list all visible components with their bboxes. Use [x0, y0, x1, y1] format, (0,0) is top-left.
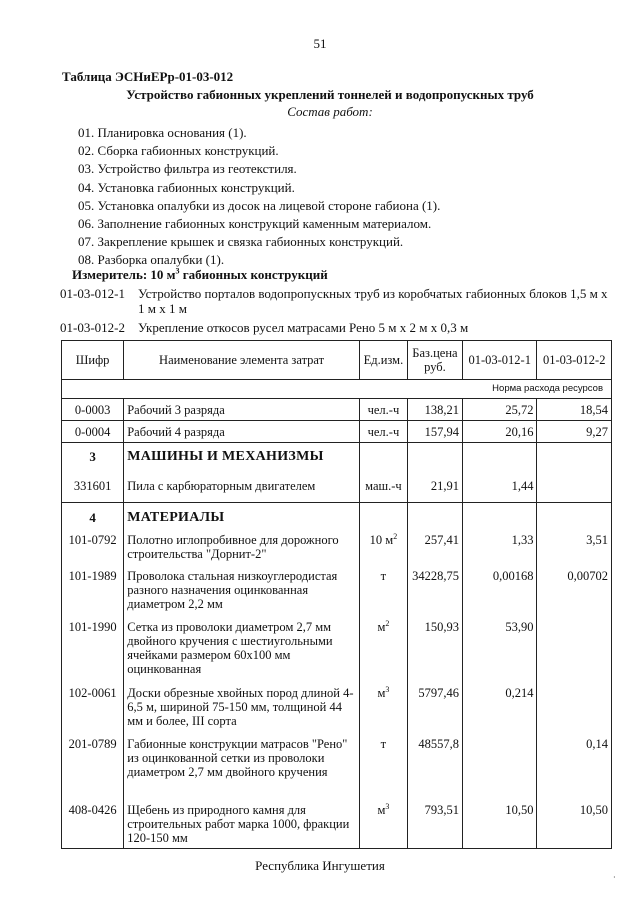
cell-code: 101-1989: [62, 569, 124, 620]
cell-price: 257,41: [407, 533, 462, 569]
unit-base: т: [380, 736, 387, 751]
cell-code: 0-0003: [62, 399, 124, 421]
cell-norm-1: 0,00168: [462, 569, 536, 620]
unit-base: м: [377, 619, 386, 634]
table-row: [62, 533, 612, 569]
page-number: 51: [313, 36, 327, 51]
cell-norm-2: 0,14: [537, 737, 612, 803]
measurer-sup: 3: [175, 266, 180, 276]
cell-empty: [537, 503, 612, 533]
work-item: 01. Планировка основания (1).: [78, 125, 247, 140]
cell-norm-1: [462, 737, 536, 803]
cell-norm-1: 20,16: [462, 421, 536, 443]
cell-unit: [359, 620, 407, 686]
norma-row: [62, 380, 612, 399]
cell-norm-1: 10,50: [462, 803, 536, 849]
cell-name: Полотно иглопробивное для дорожного строительства "Дорнит-2": [124, 533, 360, 569]
cell-code: 331601: [62, 471, 124, 503]
section-row: [62, 443, 612, 471]
table-row: [62, 803, 612, 849]
cell-unit: [359, 803, 407, 849]
variant-text: Укрепление откосов русел матрасами Рено 5 м х 2 м х 0,3 м: [138, 320, 469, 335]
cell-code: 408-0426: [62, 803, 124, 849]
cell-empty: [407, 503, 462, 533]
cell-price: 21,91: [407, 471, 462, 503]
cell-code: 0-0004: [62, 421, 124, 443]
corner-mark: ·: [613, 873, 616, 882]
cell-empty: [359, 503, 407, 533]
cell-empty: [359, 443, 407, 471]
header-unit: Ед.изм.: [359, 341, 407, 380]
header-price: Баз.цена руб.: [407, 341, 462, 380]
works-list: [78, 124, 440, 270]
table-row: [62, 686, 612, 737]
section-row: [62, 503, 612, 533]
cell-empty: [462, 503, 536, 533]
work-item: 06. Заполнение габионных конструкций каменным материалом.: [78, 215, 432, 231]
cell-price: 150,93: [407, 620, 462, 686]
variant-code: 01-03-012-2: [60, 320, 125, 335]
cell-norm-2: 3,51: [537, 533, 612, 569]
cell-norm-1: 1,44: [462, 471, 536, 503]
cell-name: Рабочий 4 разряда: [124, 421, 360, 443]
unit-sup: 2: [393, 531, 398, 541]
header-name: Наименование элемента затрат: [124, 341, 360, 380]
table-header-row: [62, 341, 612, 380]
page-footer: Республика Ингушетия: [255, 858, 385, 873]
unit-sup: 3: [385, 684, 390, 694]
cell-unit: чел.-ч: [359, 399, 407, 421]
work-item: 05. Установка опалубки из досок на лицевой стороне габиона (1).: [78, 197, 441, 213]
section-title: МАТЕРИАЛЫ: [124, 503, 360, 533]
variant-row: [60, 286, 614, 316]
measurer-suffix: габионных конструкций: [179, 267, 328, 282]
work-item: 02. Сборка габионных конструкций.: [78, 143, 279, 159]
cell-norm-2: [537, 471, 612, 503]
cell-norm-1: 1,33: [462, 533, 536, 569]
table-row: [62, 399, 612, 421]
cell-name: Щебень из природного камня для строительных работ марка 1000, фракции 120-150 мм: [124, 803, 360, 849]
measurer: [72, 267, 328, 283]
variant-row: [60, 320, 614, 336]
table-row: [62, 737, 612, 803]
cell-empty: [537, 443, 612, 471]
measurer-prefix: Измеритель: 10 м: [72, 267, 176, 282]
cell-price: 138,21: [407, 399, 462, 421]
cell-code: 201-0789: [62, 737, 124, 803]
cell-norm-1: 53,90: [462, 620, 536, 686]
cell-unit: маш.-ч: [359, 471, 407, 503]
table-row: [62, 421, 612, 443]
cell-name: Проволока стальная низкоуглеродистая разного назначения оцинкованная диаметром 2,2 мм: [124, 569, 360, 620]
work-item: 03. Устройство фильтра из геотекстиля.: [78, 161, 297, 177]
cell-unit: чел.-ч: [359, 421, 407, 443]
cell-unit: [359, 569, 407, 620]
section-number: 3: [62, 443, 124, 471]
cell-unit: [359, 686, 407, 737]
cell-name: Рабочий 3 разряда: [124, 399, 360, 421]
work-item: 07. Закрепление крышек и связка габионных конструкций.: [78, 234, 404, 250]
cell-unit: [359, 737, 407, 803]
unit-sup: 2: [385, 618, 390, 628]
cell-norm-2: [537, 686, 612, 737]
work-item: 04. Установка габионных конструкций.: [78, 179, 295, 195]
cell-price: 48557,8: [407, 737, 462, 803]
cell-price: 157,94: [407, 421, 462, 443]
table-row: [62, 471, 612, 503]
section-number: 4: [62, 503, 124, 533]
header-norm-2: 01-03-012-2: [537, 341, 612, 380]
section-title: МАШИНЫ И МЕХАНИЗМЫ: [124, 443, 360, 471]
table-subtitle: Устройство габионных укреплений тоннелей и водопропускных труб: [126, 87, 534, 102]
table-row: [62, 569, 612, 620]
composition-label: Состав работ:: [287, 104, 373, 119]
cell-norm-1: 25,72: [462, 399, 536, 421]
cell-norm-2: 10,50: [537, 803, 612, 849]
cell-code: 102-0061: [62, 686, 124, 737]
unit-base: 10 м: [369, 532, 394, 547]
cell-empty: [462, 443, 536, 471]
variant-code: 01-03-012-1: [60, 286, 125, 301]
unit-base: м: [377, 685, 386, 700]
cell-name: Пила с карбюраторным двигателем: [124, 471, 360, 503]
cell-price: 5797,46: [407, 686, 462, 737]
table-row: [62, 620, 612, 686]
cell-code: 101-1990: [62, 620, 124, 686]
cell-price: 34228,75: [407, 569, 462, 620]
cell-name: Габионные конструкции матрасов "Рено" из оцинкованной сетки из проволоки диаметром 2,7 мм двойного кручения: [124, 737, 360, 803]
resources-table: [61, 340, 612, 849]
cell-norm-1: 0,214: [462, 686, 536, 737]
variant-text: Устройство порталов водопропускных труб из коробчатых габионных блоков 1,5 м х 1 м х 1 м: [138, 286, 608, 316]
table-title: Таблица ЭСНиЕРр-01-03-012: [62, 69, 234, 84]
unit-base: м: [377, 802, 386, 817]
cell-code: 101-0792: [62, 533, 124, 569]
unit-base: т: [380, 568, 387, 583]
cell-name: Сетка из проволоки диаметром 2,7 мм двойного кручения с шестиугольными ячейками размером 60х100 мм оцинкованная: [124, 620, 360, 686]
header-code: Шифр: [62, 341, 124, 380]
cell-unit: [359, 533, 407, 569]
cell-norm-2: 18,54: [537, 399, 612, 421]
cell-norm-2: [537, 620, 612, 686]
norma-label: Норма расхода ресурсов: [62, 380, 612, 399]
unit-sup: 3: [385, 801, 390, 811]
cell-price: 793,51: [407, 803, 462, 849]
cell-name: Доски обрезные хвойных пород длиной 4-6,5 м, шириной 75-150 мм, толщиной 44 мм и более, III сорта: [124, 686, 360, 737]
work-item: 08. Разборка опалубки (1).: [78, 252, 225, 268]
cell-norm-2: 9,27: [537, 421, 612, 443]
cell-empty: [407, 443, 462, 471]
cell-norm-2: 0,00702: [537, 569, 612, 620]
header-norm-1: 01-03-012-1: [462, 341, 536, 380]
